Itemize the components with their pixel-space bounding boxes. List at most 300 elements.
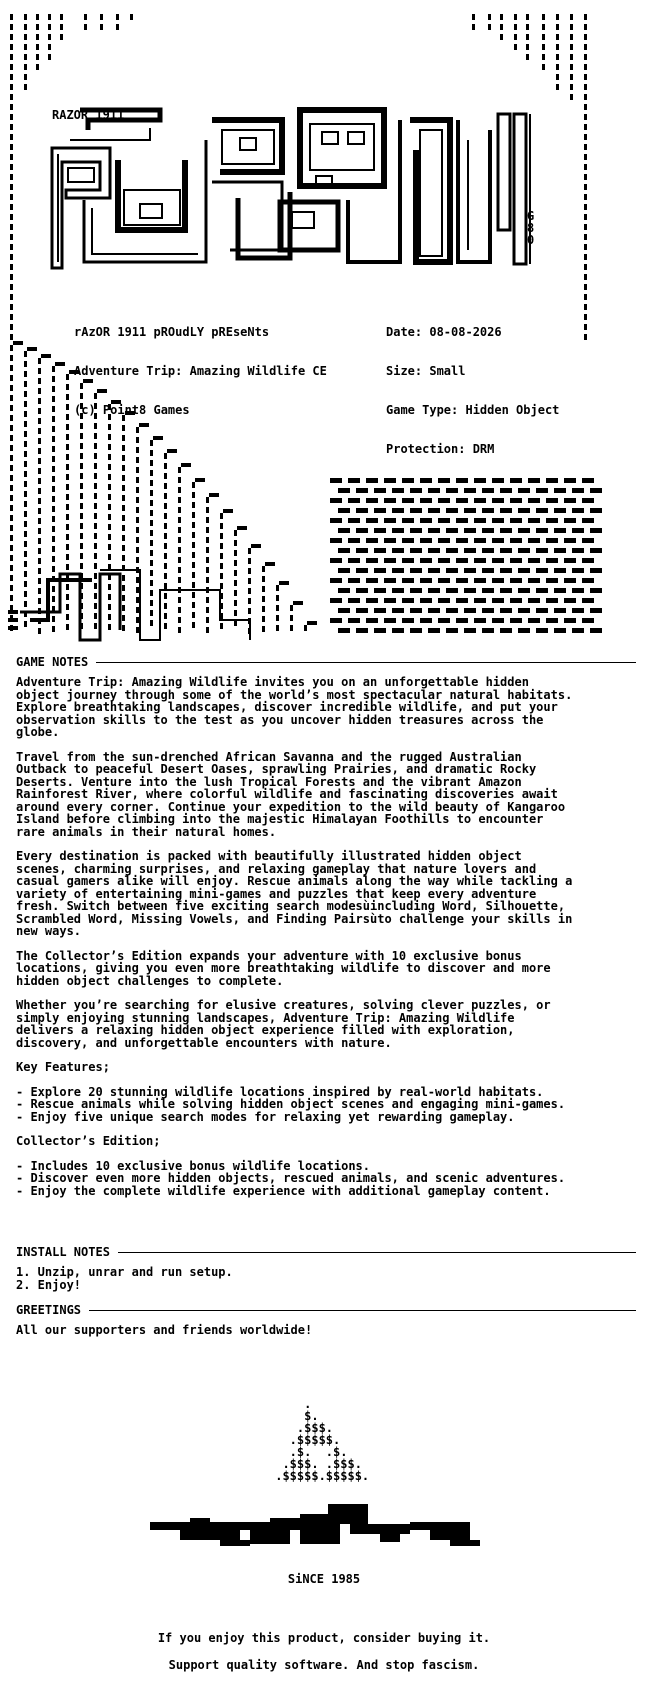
ascii-block	[24, 561, 27, 567]
ascii-block	[178, 487, 181, 493]
ascii-block	[564, 478, 576, 483]
ascii-block	[584, 244, 587, 250]
ascii-block	[24, 54, 27, 60]
ascii-block	[374, 588, 386, 593]
ascii-block	[584, 334, 587, 340]
ascii-block	[392, 588, 404, 593]
ascii-block	[66, 614, 69, 620]
ascii-block	[10, 435, 13, 441]
ascii-block	[420, 578, 432, 583]
ascii-block	[206, 597, 209, 603]
ascii-block	[410, 568, 422, 573]
ascii-block	[38, 478, 41, 484]
side-tag: G80	[527, 209, 535, 247]
ascii-block	[500, 508, 512, 513]
ascii-block	[590, 628, 602, 633]
ascii-block	[564, 558, 576, 563]
ascii-block	[446, 508, 458, 513]
ascii-block	[374, 568, 386, 573]
ascii-block	[410, 608, 422, 613]
ascii-block	[36, 24, 39, 30]
ascii-block	[38, 398, 41, 404]
ascii-block	[122, 625, 125, 631]
ascii-block	[38, 598, 41, 604]
ascii-block	[48, 54, 51, 60]
triforce-art: . $. .$$$. .$$$$$. .$. .$. .$$$. .$$$. .$$$$$.$$$$$.	[275, 1397, 370, 1483]
ascii-block	[584, 264, 587, 270]
ascii-block	[38, 498, 41, 504]
ascii-block	[234, 580, 237, 586]
ascii-block	[542, 14, 545, 20]
ascii-block	[150, 530, 153, 536]
ascii-block	[402, 518, 414, 523]
ascii-block	[10, 254, 13, 260]
ascii-block	[38, 508, 41, 514]
ascii-block	[234, 540, 237, 546]
ascii-block	[10, 405, 13, 411]
ascii-block	[518, 548, 530, 553]
ascii-block	[10, 345, 13, 351]
ascii-block	[164, 583, 167, 589]
ascii-block	[10, 304, 13, 310]
paragraph: Adventure Trip: Amazing Wildlife invites you on an unforgettable hidden object journey through some of the world’s most spectacular natural habitats. Explore breathtaking landscapes, discover incredible wildlife, and put your observation skills to the test as you uncover hidden treasures across the globe.	[16, 675, 573, 739]
ascii-block	[582, 618, 594, 623]
ascii-block	[410, 588, 422, 593]
ascii-block	[10, 555, 13, 561]
ascii-block	[528, 618, 540, 623]
ascii-block	[192, 492, 195, 498]
ascii-block	[10, 114, 13, 120]
ascii-block	[38, 358, 41, 364]
ascii-block	[456, 578, 468, 583]
ascii-block	[80, 553, 83, 559]
ascii-block	[164, 473, 167, 479]
ascii-block	[554, 568, 566, 573]
ascii-block	[24, 511, 27, 517]
ascii-block	[338, 568, 350, 573]
ascii-block	[384, 558, 396, 563]
ascii-block	[570, 54, 573, 60]
install-steps: 1. Unzip, unrar and run setup. 2. Enjoy!	[16, 1265, 233, 1292]
ascii-block	[80, 513, 83, 519]
ascii-block	[206, 537, 209, 543]
ascii-block	[178, 537, 181, 543]
ascii-block	[24, 571, 27, 577]
ascii-block	[66, 544, 69, 550]
ascii-block	[438, 578, 450, 583]
ascii-block	[356, 508, 368, 513]
ascii-block	[251, 544, 261, 548]
ascii-block	[10, 565, 13, 571]
ascii-block	[36, 64, 39, 70]
ascii-block	[556, 34, 559, 40]
ascii-block	[446, 528, 458, 533]
ascii-block	[570, 74, 573, 80]
ascii-block	[366, 578, 378, 583]
ascii-block	[206, 557, 209, 563]
ascii-block	[206, 547, 209, 553]
ascii-block	[52, 466, 55, 472]
ascii-block	[38, 368, 41, 374]
ascii-block	[474, 558, 486, 563]
ascii-block	[348, 538, 360, 543]
ascii-block	[348, 618, 360, 623]
ascii-block	[8, 610, 18, 614]
ascii-block	[66, 604, 69, 610]
ascii-block	[52, 416, 55, 422]
ascii-block	[456, 618, 468, 623]
ascii-block	[66, 554, 69, 560]
ascii-block	[52, 366, 55, 372]
ascii-block	[84, 14, 87, 20]
ascii-block	[474, 598, 486, 603]
copyright-line: (c) Point8 Games	[74, 403, 190, 417]
ascii-block	[536, 488, 548, 493]
ascii-block	[80, 493, 83, 499]
ascii-block	[66, 384, 69, 390]
ascii-block	[572, 628, 584, 633]
ascii-block	[584, 234, 587, 240]
ascii-block	[66, 564, 69, 570]
ascii-block	[13, 341, 23, 345]
ascii-block	[492, 538, 504, 543]
ascii-block	[10, 294, 13, 300]
ascii-block	[52, 546, 55, 552]
ascii-block	[94, 483, 97, 489]
ascii-block	[338, 588, 350, 593]
ascii-block	[150, 620, 153, 626]
ascii-block	[206, 607, 209, 613]
ascii-block	[80, 533, 83, 539]
ascii-block	[590, 488, 602, 493]
ascii-block	[518, 628, 530, 633]
ascii-block	[10, 385, 13, 391]
ascii-block	[554, 528, 566, 533]
ascii-block	[572, 608, 584, 613]
ascii-block	[10, 54, 13, 60]
ascii-block	[122, 545, 125, 551]
ascii-block	[590, 528, 602, 533]
ascii-block	[178, 477, 181, 483]
ascii-block	[164, 503, 167, 509]
ascii-block	[150, 580, 153, 586]
ascii-block	[482, 628, 494, 633]
install-notes-section	[16, 1244, 636, 1303]
ascii-block	[48, 44, 51, 50]
ascii-block	[220, 543, 223, 549]
ascii-block	[80, 473, 83, 479]
ascii-block	[10, 234, 13, 240]
ascii-block	[366, 558, 378, 563]
ascii-block	[392, 568, 404, 573]
ascii-block	[38, 458, 41, 464]
ascii-block	[464, 508, 476, 513]
ascii-block	[10, 505, 13, 511]
ascii-block	[500, 628, 512, 633]
ascii-block	[392, 608, 404, 613]
ascii-block	[52, 446, 55, 452]
ascii-block	[262, 596, 265, 602]
ascii-block	[66, 424, 69, 430]
ascii-block	[195, 478, 205, 482]
ascii-block	[420, 498, 432, 503]
ascii-block	[150, 610, 153, 616]
ascii-block	[136, 597, 139, 603]
ascii-block	[150, 600, 153, 606]
ascii-block	[136, 487, 139, 493]
ascii-block	[136, 547, 139, 553]
ascii-block	[164, 493, 167, 499]
ascii-block	[38, 378, 41, 384]
ascii-block	[122, 605, 125, 611]
ascii-block	[582, 498, 594, 503]
ascii-block	[164, 623, 167, 629]
ascii-block	[554, 508, 566, 513]
ascii-block	[582, 598, 594, 603]
ascii-block	[164, 533, 167, 539]
ascii-block	[546, 498, 558, 503]
ascii-block	[66, 434, 69, 440]
ascii-block	[536, 608, 548, 613]
ascii-block	[192, 622, 195, 628]
ascii-block	[94, 553, 97, 559]
ascii-block	[402, 558, 414, 563]
ascii-block	[584, 164, 587, 170]
ascii-block	[10, 174, 13, 180]
ascii-block	[528, 558, 540, 563]
ascii-block	[556, 84, 559, 90]
ascii-block	[94, 493, 97, 499]
ascii-block	[526, 14, 529, 20]
ascii-block	[94, 583, 97, 589]
ascii-block	[38, 408, 41, 414]
ascii-block	[584, 104, 587, 110]
ascii-block	[52, 596, 55, 602]
ascii-block	[122, 575, 125, 581]
ascii-block	[122, 535, 125, 541]
ascii-block	[80, 453, 83, 459]
ascii-block	[248, 578, 251, 584]
ascii-block	[10, 264, 13, 270]
ascii-block	[564, 498, 576, 503]
ascii-block	[108, 504, 111, 510]
ascii-block	[564, 518, 576, 523]
ascii-block	[428, 628, 440, 633]
ascii-block	[348, 558, 360, 563]
ascii-block	[392, 548, 404, 553]
ascii-block	[366, 618, 378, 623]
ascii-block	[94, 473, 97, 479]
ascii-block	[304, 625, 307, 631]
ascii-block	[136, 557, 139, 563]
ascii-block	[402, 618, 414, 623]
ascii-block	[374, 488, 386, 493]
ascii-block	[10, 214, 13, 220]
ascii-block	[52, 406, 55, 412]
ascii-block	[10, 415, 13, 421]
ascii-block	[456, 518, 468, 523]
game-notes-heading	[16, 654, 636, 670]
ascii-block	[546, 558, 558, 563]
ascii-block	[528, 498, 540, 503]
ascii-block	[590, 588, 602, 593]
ascii-block	[192, 512, 195, 518]
ascii-block	[206, 617, 209, 623]
ascii-block	[10, 284, 13, 290]
ascii-block	[330, 618, 342, 623]
ascii-block	[122, 515, 125, 521]
ascii-block	[564, 538, 576, 543]
ascii-block	[136, 447, 139, 453]
ascii-block	[136, 507, 139, 513]
ascii-block	[488, 24, 491, 30]
ascii-block	[52, 586, 55, 592]
ascii-block	[24, 84, 27, 90]
ascii-block	[438, 598, 450, 603]
ascii-block	[556, 74, 559, 80]
ascii-block	[24, 461, 27, 467]
ascii-block	[446, 588, 458, 593]
ascii-block	[464, 628, 476, 633]
ascii-block	[108, 454, 111, 460]
ascii-block	[48, 14, 51, 20]
ascii-block	[492, 518, 504, 523]
ascii-block	[66, 394, 69, 400]
ascii-block	[24, 441, 27, 447]
release-info-right	[386, 300, 559, 482]
ascii-block	[446, 568, 458, 573]
game-notes-section	[16, 654, 636, 1209]
ascii-block	[554, 588, 566, 593]
ascii-block	[438, 498, 450, 503]
ascii-block	[392, 488, 404, 493]
ascii-block	[464, 528, 476, 533]
ascii-block	[528, 598, 540, 603]
ascii-block	[136, 537, 139, 543]
ascii-block	[10, 104, 13, 110]
ascii-block	[10, 64, 13, 70]
ascii-block	[374, 508, 386, 513]
ascii-block	[130, 14, 133, 20]
ascii-block	[164, 543, 167, 549]
ascii-block	[178, 497, 181, 503]
ascii-block	[526, 44, 529, 50]
ascii-block	[10, 535, 13, 541]
ascii-block	[10, 314, 13, 320]
ascii-block	[564, 598, 576, 603]
ascii-block	[10, 144, 13, 150]
ascii-block	[10, 94, 13, 100]
ascii-block	[122, 465, 125, 471]
ascii-block	[330, 518, 342, 523]
ascii-block	[10, 395, 13, 401]
ascii-block	[528, 578, 540, 583]
ascii-block	[150, 540, 153, 546]
ascii-block	[80, 503, 83, 509]
ascii-block	[584, 74, 587, 80]
ascii-block	[10, 34, 13, 40]
ascii-block	[330, 598, 342, 603]
ascii-block	[584, 204, 587, 210]
ascii-block	[572, 488, 584, 493]
ascii-block	[402, 498, 414, 503]
ascii-block	[366, 498, 378, 503]
ascii-block	[60, 14, 63, 20]
ascii-block	[178, 607, 181, 613]
ascii-block	[510, 518, 522, 523]
ascii-block	[410, 488, 422, 493]
ascii-block	[582, 538, 594, 543]
ascii-block	[438, 558, 450, 563]
ascii-block	[348, 518, 360, 523]
ascii-block	[10, 465, 13, 471]
ascii-block	[356, 608, 368, 613]
ascii-block	[464, 608, 476, 613]
ascii-block	[518, 588, 530, 593]
ascii-block	[482, 608, 494, 613]
ascii-block	[518, 508, 530, 513]
ascii-block	[10, 184, 13, 190]
ascii-block	[10, 425, 13, 431]
ascii-block	[24, 581, 27, 587]
ascii-block	[237, 526, 247, 530]
ascii-block	[136, 627, 139, 633]
ascii-block	[584, 184, 587, 190]
ascii-block	[384, 598, 396, 603]
ascii-block	[206, 507, 209, 513]
ascii-block	[192, 542, 195, 548]
ascii-block	[402, 598, 414, 603]
ascii-block	[584, 154, 587, 160]
greetings-heading	[16, 1302, 636, 1318]
ascii-block	[590, 548, 602, 553]
ascii-block	[330, 478, 342, 483]
ascii-block	[206, 497, 209, 503]
game-notes-title: GAME NOTES	[16, 655, 89, 669]
ascii-block	[518, 528, 530, 533]
ascii-block	[24, 531, 27, 537]
ascii-block	[38, 628, 41, 634]
ascii-block	[464, 588, 476, 593]
ascii-block	[472, 14, 475, 20]
ascii-block	[420, 518, 432, 523]
paragraph: The Collector’s Edition expands your adventure with 10 exclusive bonus locations, giving you even more breathtaking wildlife to discover and more hidden object challenges to complete.	[16, 948, 551, 988]
ascii-block	[94, 443, 97, 449]
ascii-block	[150, 590, 153, 596]
ascii-block	[38, 568, 41, 574]
ascii-block	[584, 304, 587, 310]
ascii-block	[136, 517, 139, 523]
ascii-block	[234, 600, 237, 606]
ascii-block	[500, 488, 512, 493]
ascii-block	[276, 625, 279, 631]
ascii-block	[420, 558, 432, 563]
ascii-block	[164, 603, 167, 609]
ascii-block	[528, 538, 540, 543]
presents-line: rAzOR 1911 pROudLY pREseNts	[74, 325, 270, 339]
ascii-block	[108, 514, 111, 520]
ascii-block	[24, 34, 27, 40]
ascii-block	[80, 443, 83, 449]
ascii-block	[122, 615, 125, 621]
ascii-block	[456, 598, 468, 603]
ascii-block	[348, 598, 360, 603]
ascii-block	[24, 551, 27, 557]
ascii-block	[220, 523, 223, 529]
ascii-block	[248, 598, 251, 604]
ascii-block	[164, 463, 167, 469]
ascii-block	[84, 24, 87, 30]
